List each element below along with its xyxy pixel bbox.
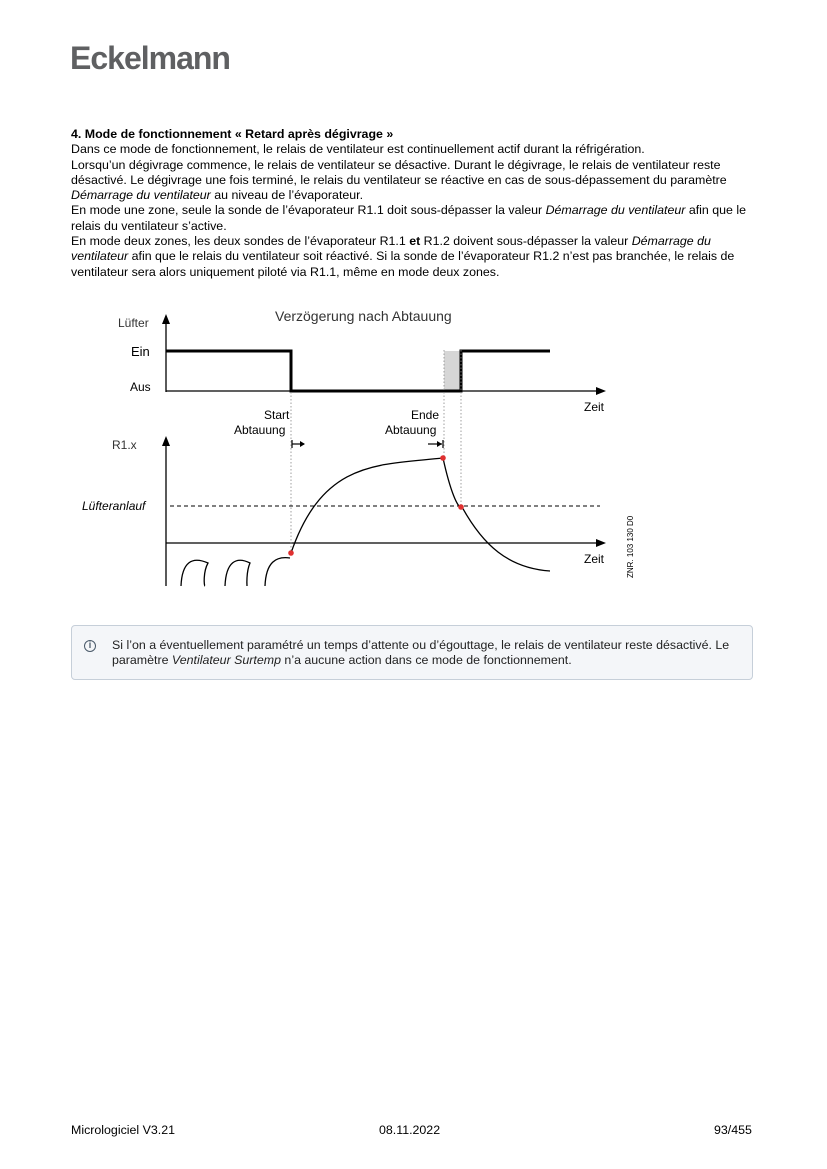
start-label-2: Abtauung (234, 423, 286, 437)
section-content (71, 127, 761, 280)
paragraph-4-emphasis: Démarrage du ventilateur (71, 234, 711, 264)
defrost-temperature-curve (291, 458, 443, 553)
aus-label: Aus (130, 380, 151, 394)
paragraph-3-text: En mode une zone, seule la sonde de l’évaporateur R1.1 doit sous-dépasser la valeur (71, 203, 546, 218)
r1x-x-arrow (596, 539, 606, 547)
info-note-text-b: n’a aucune action dans ce mode de fonctionnement. (280, 653, 572, 668)
footer-page-number: 93/455 (714, 1123, 752, 1137)
drawing-reference: ZNR. 103 130 D0 (626, 515, 635, 578)
r1x-axis-label: R1.x (112, 438, 137, 452)
paragraph-1: Dans ce mode de fonctionnement, le relais de ventilateur est continuellement actif durant la réfrigération. (71, 142, 645, 157)
fan-x-arrow (596, 387, 606, 395)
info-note-emphasis: Ventilateur Surtemp (171, 653, 281, 668)
start-point-marker (288, 550, 294, 556)
end-point-marker (440, 455, 446, 461)
diagram-svg (78, 300, 638, 595)
zeit-label-top: Zeit (584, 400, 605, 414)
section-heading: 4. Mode de fonctionnement « Retard après dégivrage » (71, 127, 394, 141)
paragraph-2-text: Lorsqu’un dégivrage commence, le relais de ventilateur se désactive. Durant le dégivrage, le relais de ventilateur reste désactivé. Le dégivrage une fois terminé, le relais du ventilateur se réactive en cas de sous-dépassement du paramètre (71, 157, 727, 187)
ein-label: Ein (131, 344, 150, 359)
start-label-1: Start (264, 408, 290, 422)
delay-shaded-area (444, 351, 460, 391)
start-arrow-head (300, 441, 305, 447)
cooling-cycle-1 (181, 560, 208, 586)
paragraph-3 (71, 203, 761, 234)
paragraph-4-end: afin que le relais du ventilateur soit réactivé. Si la sonde de l’évaporateur R1.2 n’est pas branchée, le relais de ventilateur sera alors uniquement piloté via R1.1, même en mode deux zones. (71, 249, 735, 279)
cooldown-temperature-curve (443, 458, 550, 571)
paragraph-3-end: afin que le relais du ventilateur s’active. (71, 203, 747, 233)
fan-axis-label: Lüfter (118, 316, 149, 330)
paragraph-4-bold: et (409, 234, 421, 249)
threshold-point-marker (458, 504, 464, 510)
company-logo: Eckelmann (70, 40, 230, 76)
end-label-1: Ende (411, 408, 440, 422)
paragraph-3-emphasis: Démarrage du ventilateur (545, 203, 686, 218)
paragraph-4 (71, 234, 761, 280)
cooling-cycle-3 (265, 558, 290, 586)
footer-date: 08.11.2022 (379, 1123, 441, 1137)
paragraph-4-text: En mode deux zones, les deux sondes de l’évaporateur R1.1 (71, 234, 410, 249)
end-arrow-head (437, 441, 442, 447)
paragraph-4-text-b: R1.2 doivent sous-dépasser la valeur (420, 234, 632, 249)
paragraph-2-emphasis: Démarrage du ventilateur (71, 188, 211, 203)
paragraph-2 (71, 158, 761, 204)
info-note-text-a: Si l’on a éventuellement paramétré un temps d’attente ou d’égouttage, le relais de ventilateur reste désactivé. Le paramètre (112, 638, 730, 668)
info-note (71, 625, 753, 680)
info-note-text (112, 638, 742, 669)
threshold-label: Lüfteranlauf (82, 499, 146, 513)
cooling-cycle-2 (225, 560, 250, 586)
r1x-y-arrow (162, 436, 170, 446)
info-icon: i (84, 640, 96, 652)
diagram-title: Verzögerung nach Abtauung (275, 308, 452, 324)
end-label-2: Abtauung (385, 423, 437, 437)
fan-state-line (166, 351, 550, 391)
fan-delay-diagram (78, 300, 638, 600)
paragraph-2-end: au niveau de l’évaporateur. (210, 188, 364, 203)
fan-y-arrow (162, 314, 170, 324)
zeit-label-bottom: Zeit (584, 552, 605, 566)
footer-firmware: Micrologiciel V3.21 (71, 1123, 175, 1137)
